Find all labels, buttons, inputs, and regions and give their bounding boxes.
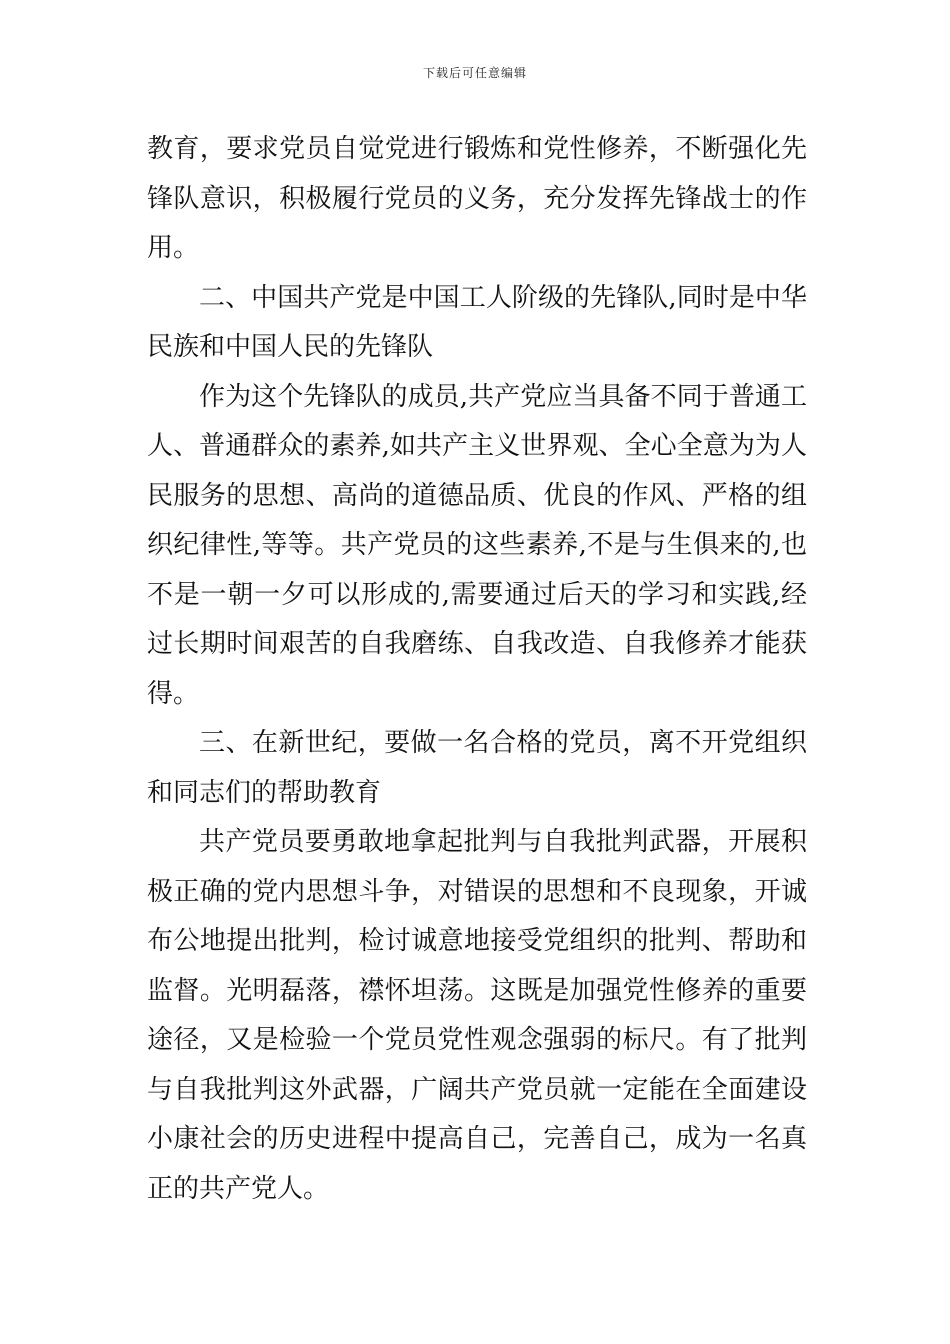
section-heading-two: 二、中国共产党是中国工人阶级的先锋队,同时是中华民族和中国人民的先锋队 (147, 282, 807, 362)
paragraph-continuation: 教育，要求党员自觉党进行锻炼和党性修养，不断强化先锋队意识，积极履行党员的义务，充分发挥先锋战士的作用。 (147, 134, 807, 263)
paragraph-body: 共产党员要勇敢地拿起批判与自我批判武器，开展积极正确的党内思想斗争，对错误的思想和不良现象，开诚布公地提出批判，检讨诚意地接受党组织的批判、帮助和监督。光明磊落，襟怀坦荡。这既是加强党性修养的重要途径，又是检验一个党员党性观念强弱的标尺。有了批判与自我批判这外武器，广阔共产党员就一定能在全面建设小康社会的历史进程中提高自己，完善自己，成为一名真正的共产党人。 (147, 827, 807, 1204)
page-header-note: 下载后可任意编辑 (422, 66, 527, 80)
paragraph-body: 作为这个先锋队的成员,共产党应当具备不同于普通工人、普通群众的素养,如共产主义世界观、全心全意为为人民服务的思想、高尚的道德品质、优良的作风、严格的组织纪律性,等等。共产党员的这些素养,不是与生俱来的,也不是一朝一夕可以形成的,需要通过后天的学习和实践,经过长期时间艰苦的自我磨练、自我改造、自我修养才能获得。 (147, 381, 807, 709)
section-heading-three: 三、在新世纪，要做一名合格的党员，离不开党组织和同志们的帮助教育 (147, 728, 807, 808)
document-body (147, 125, 807, 1214)
